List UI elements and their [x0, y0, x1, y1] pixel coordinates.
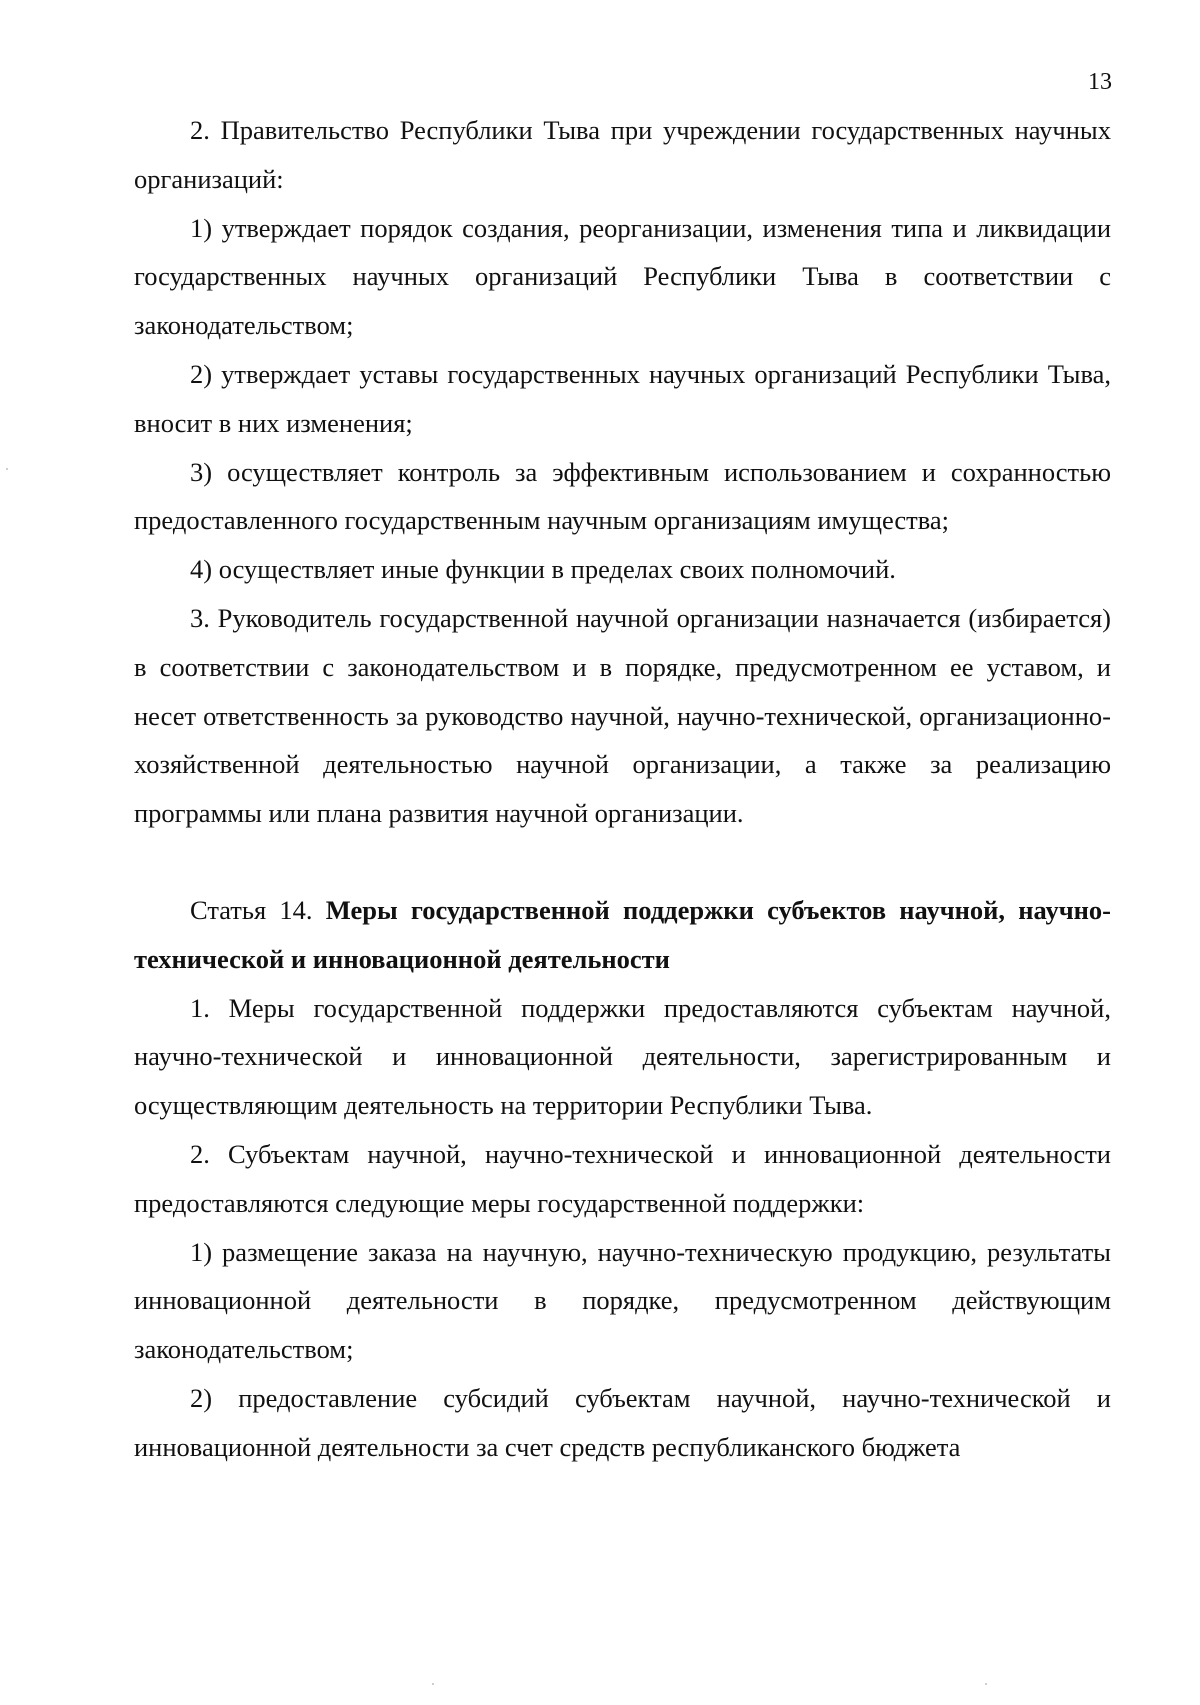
paragraph-support-measures-recipients: 1. Меры государственной поддержки предоставляются субъектам научной, научно-технической и инновационной деятельности, зарегистрированным и осуществляющим деятельность на территории Республики Тыва.	[134, 992, 1111, 1121]
scan-mark	[6, 468, 8, 470]
page-number: 13	[1088, 69, 1112, 95]
paragraph-measure-1-orders: 1) размещение заказа на научную, научно-техническую продукцию, результаты инновационной деятельности в порядке, предусмотренном действующим законодательством;	[134, 1236, 1111, 1365]
scan-mark	[985, 1683, 987, 1685]
paragraph-item-2-charters: 2) утверждает уставы государственных научных организаций Республики Тыва, вносит в них изменения;	[134, 358, 1111, 438]
paragraph-measure-2-subsidies: 2) предоставление субсидий субъектам научной, научно-технической и инновационной деятельности за счет средств республиканского бюджета	[134, 1382, 1111, 1462]
paragraph-item-1-establishment-order: 1) утверждает порядок создания, реорганизации, изменения типа и ликвидации государственных научных организаций Республики Тыва в соответствии с законодательством;	[134, 212, 1111, 341]
article-heading	[134, 886, 1111, 984]
paragraph-item-3-property-control: 3) осуществляет контроль за эффективным использованием и сохранностью предоставленного государственным научным организациям имущества;	[134, 456, 1111, 536]
scan-mark	[432, 1683, 434, 1685]
article-title: Меры государственной поддержки субъектов научной, научно-технической и инновационной деятельности	[134, 894, 1111, 974]
article-number: Статья 14.	[190, 894, 313, 925]
document-body	[134, 106, 1111, 1472]
paragraph-item-4-other-functions: 4) осуществляет иные функции в пределах своих полномочий.	[190, 554, 896, 585]
paragraph-support-measures-list-intro: 2. Субъектам научной, научно-технической и инновационной деятельности предоставляются следующие меры государственной поддержки:	[134, 1138, 1111, 1218]
paragraph-head-of-organization: 3. Руководитель государственной научной организации назначается (избирается) в соответствии с законодательством и в порядке, предусмотренном ее уставом, и несет ответственность за руководство научной, научно-технической, организационно-хозяйственной деятельностью научной организации, а также за реализацию программы или плана развития научной организации.	[134, 602, 1111, 829]
paragraph-government-powers-intro: 2. Правительство Республики Тыва при учреждении государственных научных организаций:	[134, 115, 1111, 194]
